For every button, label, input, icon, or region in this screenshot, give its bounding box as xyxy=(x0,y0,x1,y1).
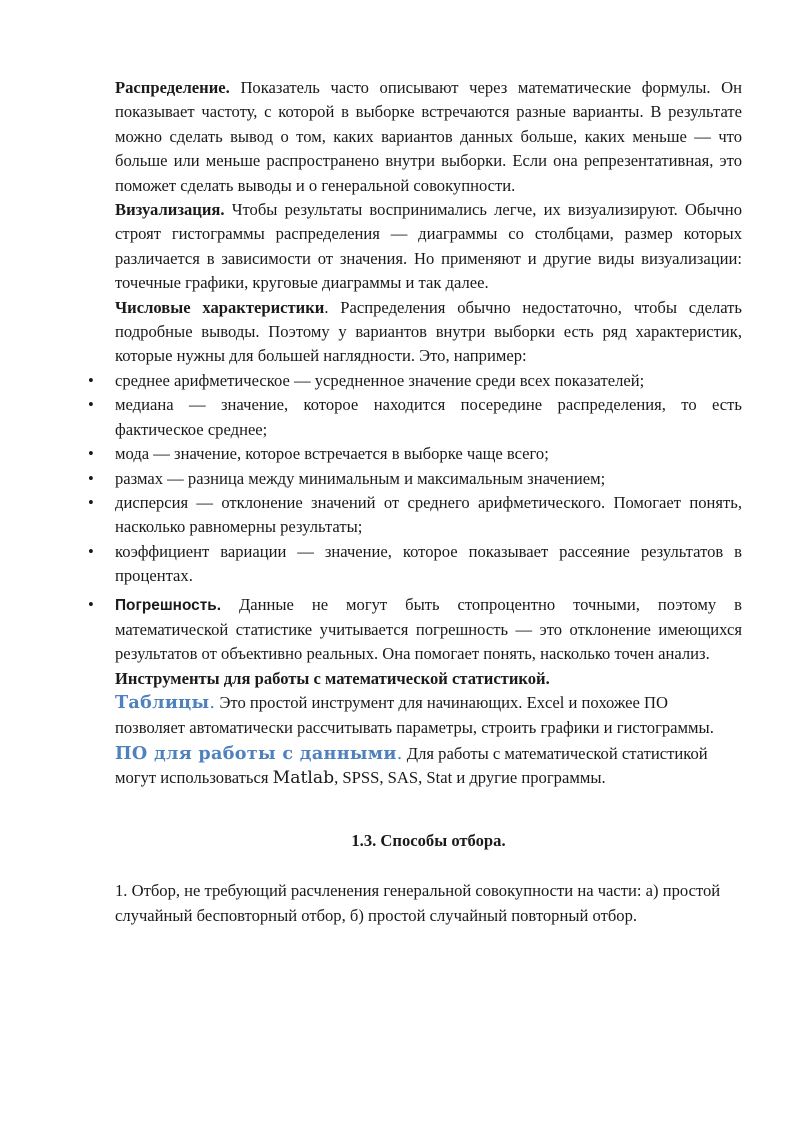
numeric-text: . Распределения обычно недостаточно, чтобы сделать подробные выводы. Поэтому у вариантов внутри выборки есть ряд характеристик, которые нужны для большей наглядности. Это, например: xyxy=(115,297,742,366)
list-item-text: среднее арифметическое — усредненное значение среди всех показателей; xyxy=(115,370,645,390)
section-heading: 1.3. Способы отбора. xyxy=(351,830,506,850)
paragraph-numeric xyxy=(115,296,742,369)
error-lead: Погрешность. xyxy=(115,596,221,614)
list-item-text: медиана — значение, которое находится посередине распределения, то есть фактическое среднее; xyxy=(115,395,742,439)
distribution-text: Показатель часто описывают через математические формулы. Он показывает частоту, с которой в выборке встречаются разные варианты. В результате можно сделать вывод о том, каких вариантов данных больше, каких меньше — что больше или меньше распространено внутри выборки. Если она репрезентативная, это поможет сделать выводы и о генеральной совокупности. xyxy=(115,78,742,195)
page-content xyxy=(88,76,742,928)
numbered-paragraph: 1. Отбор, не требующий расчленения генеральной совокупности на части: а) простой случайный бесповторный отбор, б) простой случайный повторный отбор. xyxy=(115,881,721,925)
list-item xyxy=(88,467,742,491)
list-item xyxy=(88,540,742,589)
tables-text: Это простой инструмент для начинающих. Excel и похожее ПО позволяет автоматически рассчитывать параметры, строить графики и гистограммы. xyxy=(115,693,714,737)
paragraph-visualization xyxy=(115,198,742,296)
bullet-icon: • xyxy=(88,444,94,464)
software-dot: . xyxy=(396,743,403,764)
visualization-lead: Визуализация. xyxy=(115,200,225,220)
software-text-before: Для работы с математической статистикой могут использоваться xyxy=(115,743,708,788)
software-text-after: , SPSS, SAS, Stat и другие программы. xyxy=(334,768,606,788)
numeric-lead: Числовые характеристики xyxy=(115,297,325,317)
visualization-text: Чтобы результаты воспринимались легче, их визуализируют. Обычно строят гистограммы распределения — диаграммы со столбцами, размер которых различается в зависимости от значения. Но применяют и другие виды визуализации: точечные графики, круговые диаграммы и так далее. xyxy=(115,200,742,293)
paragraph-tables xyxy=(115,691,742,740)
list-item xyxy=(88,491,742,540)
bullet-icon: • xyxy=(88,541,94,561)
paragraph-software xyxy=(115,742,742,791)
tools-heading: Инструменты для работы с математической статистикой. xyxy=(115,668,550,688)
tables-link[interactable]: Таблицы xyxy=(115,692,210,714)
bullet-icon: • xyxy=(88,594,94,614)
software-link[interactable]: ПО для работы с данными xyxy=(115,742,397,764)
list-item xyxy=(88,369,742,393)
matlab-name: Matlab xyxy=(272,768,335,789)
bullet-icon: • xyxy=(88,370,94,390)
bullet-icon: • xyxy=(88,395,94,415)
bullet-icon: • xyxy=(88,492,94,512)
list-item-text: мода — значение, которое встречается в выборке чаще всего; xyxy=(115,444,549,464)
list-item-text: дисперсия — отклонение значений от среднего арифметического. Помогает понять, насколько равномерны результаты; xyxy=(115,492,742,537)
list-item xyxy=(88,442,742,466)
characteristics-list xyxy=(88,369,742,667)
list-item-text: коэффициент вариации — значение, которое показывает рассеяние результатов в процентах. xyxy=(115,541,742,586)
list-item-text: размах — разница между минимальным и максимальным значением; xyxy=(115,468,606,488)
error-text: Данные не могут быть стопроцентно точными, поэтому в математической статистике учитывается погрешность — это отклонение имеющихся результатов от объективно реальных. Она помогает понять, насколько точен анализ. xyxy=(115,594,742,664)
list-item xyxy=(88,393,742,442)
distribution-lead: Распределение. xyxy=(115,78,230,97)
tables-dot: . xyxy=(209,693,216,714)
bullet-icon: • xyxy=(88,468,94,488)
paragraph-distribution xyxy=(115,76,742,198)
list-item-error xyxy=(88,593,742,667)
